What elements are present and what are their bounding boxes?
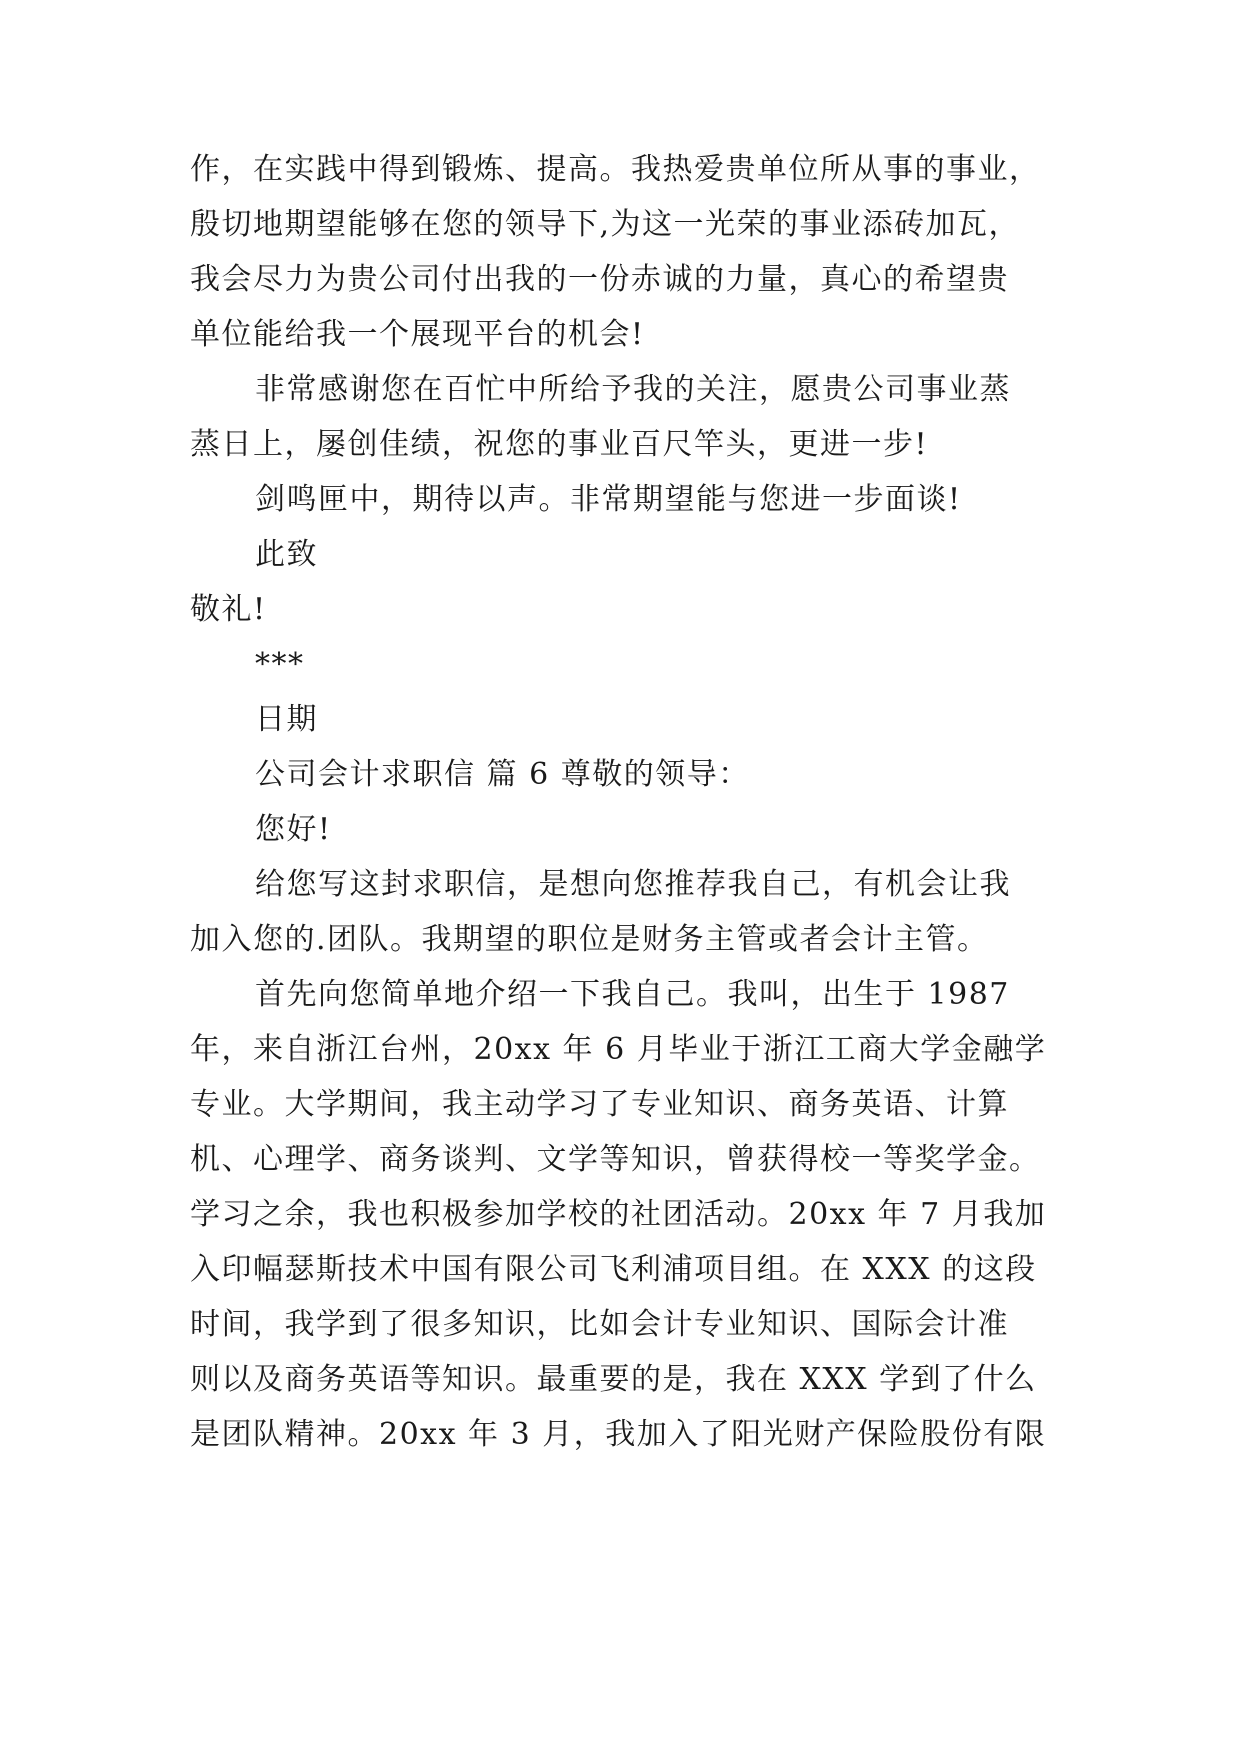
text-line: 日期 bbox=[255, 702, 318, 737]
text-line: 此致 bbox=[255, 537, 318, 572]
text-line: 加入您的.团队。我期望的职位是财务主管或者会计主管。 bbox=[190, 922, 989, 957]
text-line: 殷切地期望能够在您的领导下,为这一光荣的事业添砖加瓦， bbox=[190, 207, 1021, 242]
text-line: 入印幅瑟斯技术中国有限公司飞利浦项目组。在 XXX 的这段 bbox=[190, 1252, 1037, 1287]
text-line: 则以及商务英语等知识。最重要的是，我在 XXX 学到了什么 bbox=[190, 1362, 1037, 1397]
text-line: 机、心理学、商务谈判、文学等知识，曾获得校一等奖学金。 bbox=[190, 1142, 1041, 1177]
text-line: 是团队精神。20xx 年 3 月，我加入了阳光财产保险股份有限 bbox=[190, 1417, 1047, 1452]
text-line: 专业。大学期间，我主动学习了专业知识、商务英语、计算 bbox=[190, 1087, 1009, 1122]
text-line: 时间，我学到了很多知识，比如会计专业知识、国际会计准 bbox=[190, 1307, 1009, 1342]
text-line: 非常感谢您在百忙中所给予我的关注，愿贵公司事业蒸 bbox=[255, 372, 1011, 407]
text-line: 敬礼! bbox=[190, 592, 267, 627]
text-line: 首先向您简单地介绍一下我自己。我叫，出生于 1987 bbox=[255, 977, 1010, 1012]
text-line: 作，在实践中得到锻炼、提高。我热爱贵单位所从事的事业， bbox=[190, 152, 1041, 187]
text-line: 年，来自浙江台州，20xx 年 6 月毕业于浙江工商大学金融学 bbox=[190, 1032, 1047, 1067]
text-line: 我会尽力为贵公司付出我的一份赤诚的力量，真心的希望贵 bbox=[190, 262, 1009, 297]
text-line: 给您写这封求职信，是想向您推荐我自己，有机会让我 bbox=[255, 867, 1011, 902]
text-line: 蒸日上，屡创佳绩，祝您的事业百尺竿头，更进一步! bbox=[190, 427, 929, 462]
text-line: 剑鸣匣中，期待以声。非常期望能与您进一步面谈! bbox=[255, 482, 962, 517]
text-line: 您好! bbox=[255, 812, 332, 847]
text-line: 单位能给我一个展现平台的机会! bbox=[190, 317, 645, 352]
text-line: 学习之余，我也积极参加学校的社团活动。20xx 年 7 月我加 bbox=[190, 1197, 1047, 1232]
text-line: 公司会计求职信 篇 6 尊敬的领导： bbox=[255, 757, 750, 792]
text-line: *** bbox=[255, 647, 305, 682]
